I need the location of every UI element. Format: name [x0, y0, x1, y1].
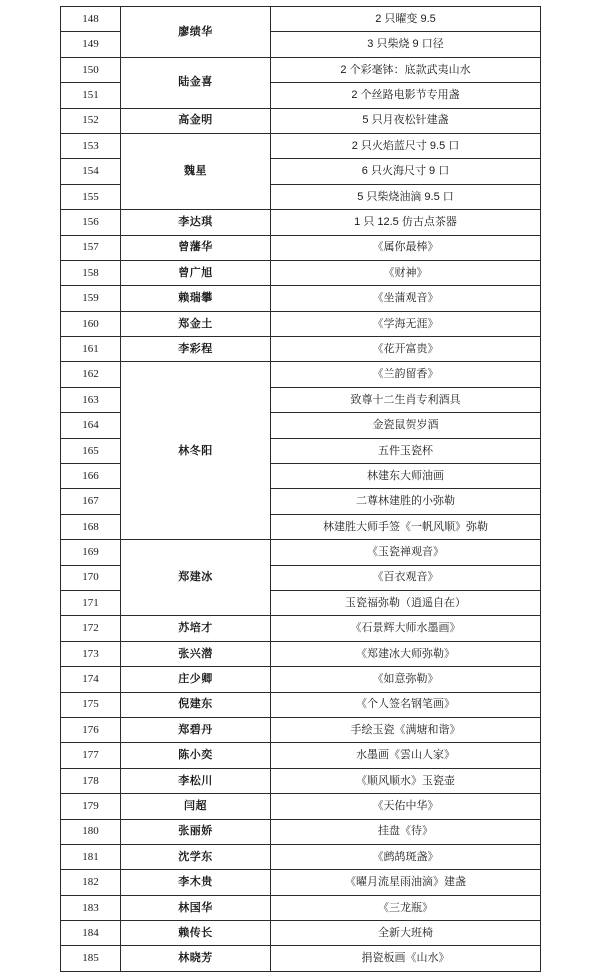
row-index-cell: 159	[61, 286, 121, 311]
table-row	[61, 743, 541, 768]
row-index-cell: 185	[61, 946, 121, 971]
donor-name-cell: 郑金土	[121, 311, 271, 336]
table-row	[61, 768, 541, 793]
table-row	[61, 870, 541, 895]
donation-item-cell: 《三龙瓶》	[271, 895, 541, 920]
donor-name-cell: 张兴潜	[121, 641, 271, 666]
row-index-cell: 164	[61, 413, 121, 438]
donation-item-cell: 五件玉瓷杯	[271, 438, 541, 463]
row-index-cell: 151	[61, 83, 121, 108]
table-row	[61, 819, 541, 844]
row-index-cell: 168	[61, 514, 121, 539]
donation-item-cell: 《兰韵留香》	[271, 362, 541, 387]
donor-name-cell: 李达琪	[121, 210, 271, 235]
donor-name-cell: 廖绩华	[121, 7, 271, 58]
donor-name-cell: 倪建东	[121, 692, 271, 717]
row-index-cell: 182	[61, 870, 121, 895]
donor-name-cell: 郑碧丹	[121, 717, 271, 742]
donation-table	[60, 6, 541, 972]
donor-name-cell: 林冬阳	[121, 362, 271, 540]
donor-name-cell: 郑建冰	[121, 540, 271, 616]
donation-item-cell: 《如意弥勒》	[271, 667, 541, 692]
table-row	[61, 337, 541, 362]
table-row	[61, 921, 541, 946]
donation-item-cell: 《坐蒲观音》	[271, 286, 541, 311]
row-index-cell: 183	[61, 895, 121, 920]
donor-name-cell: 苏培才	[121, 616, 271, 641]
row-index-cell: 169	[61, 540, 121, 565]
donor-name-cell: 赖瑞攀	[121, 286, 271, 311]
donation-item-cell: 2 个彩毫钵：底款武夷山水	[271, 57, 541, 82]
donation-item-cell: 《百衣观音》	[271, 565, 541, 590]
donation-item-cell: 5 只柴烧油滴 9.5 口	[271, 184, 541, 209]
donation-item-cell: 2 个丝路电影节专用盏	[271, 83, 541, 108]
donor-name-cell: 沈学东	[121, 844, 271, 869]
donation-item-cell: 《财神》	[271, 260, 541, 285]
donation-item-cell: 《个人签名钢笔画》	[271, 692, 541, 717]
donation-item-cell: 致尊十二生肖专利酒具	[271, 387, 541, 412]
donor-name-cell: 陈小奕	[121, 743, 271, 768]
table-row	[61, 7, 541, 32]
donation-item-cell: 水墨画《雲山人家》	[271, 743, 541, 768]
table-row	[61, 844, 541, 869]
donation-item-cell: 挂盘《待》	[271, 819, 541, 844]
donor-name-cell: 李松川	[121, 768, 271, 793]
table-row	[61, 946, 541, 971]
donor-name-cell: 魏星	[121, 133, 271, 209]
row-index-cell: 152	[61, 108, 121, 133]
table-row	[61, 895, 541, 920]
donor-name-cell: 陆金喜	[121, 57, 271, 108]
row-index-cell: 155	[61, 184, 121, 209]
donation-item-cell: 《天佑中华》	[271, 794, 541, 819]
row-index-cell: 160	[61, 311, 121, 336]
donation-item-cell: 《鹧鸪斑盏》	[271, 844, 541, 869]
row-index-cell: 172	[61, 616, 121, 641]
row-index-cell: 153	[61, 133, 121, 158]
table-row	[61, 286, 541, 311]
table-row	[61, 260, 541, 285]
donation-item-cell: 5 只月夜松针建盏	[271, 108, 541, 133]
table-body	[61, 7, 541, 972]
row-index-cell: 150	[61, 57, 121, 82]
donor-name-cell: 曾藩华	[121, 235, 271, 260]
donation-item-cell: 《石景辉大师水墨画》	[271, 616, 541, 641]
row-index-cell: 177	[61, 743, 121, 768]
donation-item-cell: 林建东大师油画	[271, 464, 541, 489]
table-row	[61, 210, 541, 235]
donor-name-cell: 闫超	[121, 794, 271, 819]
table-row	[61, 57, 541, 82]
donor-name-cell: 张丽娇	[121, 819, 271, 844]
row-index-cell: 174	[61, 667, 121, 692]
donation-item-cell: 《玉瓷禅观音》	[271, 540, 541, 565]
row-index-cell: 173	[61, 641, 121, 666]
table-row	[61, 794, 541, 819]
donor-name-cell: 林国华	[121, 895, 271, 920]
row-index-cell: 161	[61, 337, 121, 362]
row-index-cell: 162	[61, 362, 121, 387]
row-index-cell: 175	[61, 692, 121, 717]
donation-item-cell: 2 只火焰蓝尺寸 9.5 口	[271, 133, 541, 158]
row-index-cell: 156	[61, 210, 121, 235]
table-row	[61, 717, 541, 742]
donor-name-cell: 赖传长	[121, 921, 271, 946]
table-row	[61, 108, 541, 133]
donation-item-cell: 《曜月流星雨油滴》建盏	[271, 870, 541, 895]
donation-item-cell: 《属你最棒》	[271, 235, 541, 260]
table-row	[61, 133, 541, 158]
donation-item-cell: 金瓷鼠贺岁酒	[271, 413, 541, 438]
donation-item-cell: 林建胜大师手签《一帆风顺》弥勒	[271, 514, 541, 539]
row-index-cell: 180	[61, 819, 121, 844]
donor-name-cell: 庄少卿	[121, 667, 271, 692]
donation-item-cell: 二尊林建胜的小弥勒	[271, 489, 541, 514]
row-index-cell: 176	[61, 717, 121, 742]
donation-item-cell: 1 只 12.5 仿古点茶器	[271, 210, 541, 235]
donation-item-cell: 全新大班椅	[271, 921, 541, 946]
row-index-cell: 148	[61, 7, 121, 32]
row-index-cell: 178	[61, 768, 121, 793]
row-index-cell: 167	[61, 489, 121, 514]
row-index-cell: 179	[61, 794, 121, 819]
donor-name-cell: 曾广旭	[121, 260, 271, 285]
donor-name-cell: 李木贵	[121, 870, 271, 895]
table-row	[61, 692, 541, 717]
row-index-cell: 149	[61, 32, 121, 57]
row-index-cell: 154	[61, 159, 121, 184]
donor-name-cell: 李彩程	[121, 337, 271, 362]
table-row	[61, 311, 541, 336]
table-row	[61, 641, 541, 666]
table-row	[61, 362, 541, 387]
donation-item-cell: 《顺风顺水》玉瓷壶	[271, 768, 541, 793]
donation-item-cell: 捐瓷板画《山水》	[271, 946, 541, 971]
table-row	[61, 540, 541, 565]
row-index-cell: 158	[61, 260, 121, 285]
row-index-cell: 157	[61, 235, 121, 260]
donation-item-cell: 手绘玉瓷《满塘和谐》	[271, 717, 541, 742]
donation-item-cell: 玉瓷福弥勒（逍遥自在）	[271, 590, 541, 615]
donation-item-cell: 《学海无涯》	[271, 311, 541, 336]
row-index-cell: 165	[61, 438, 121, 463]
row-index-cell: 166	[61, 464, 121, 489]
donor-name-cell: 林晓芳	[121, 946, 271, 971]
row-index-cell: 184	[61, 921, 121, 946]
donation-item-cell: 《花开富贵》	[271, 337, 541, 362]
table-row	[61, 235, 541, 260]
row-index-cell: 170	[61, 565, 121, 590]
donation-item-cell: 《郑建冰大师弥勒》	[271, 641, 541, 666]
row-index-cell: 171	[61, 590, 121, 615]
donor-name-cell: 高金明	[121, 108, 271, 133]
donation-item-cell: 2 只曜变 9.5	[271, 7, 541, 32]
donation-item-cell: 6 只火海尺寸 9 口	[271, 159, 541, 184]
row-index-cell: 163	[61, 387, 121, 412]
table-row	[61, 667, 541, 692]
table-row	[61, 616, 541, 641]
row-index-cell: 181	[61, 844, 121, 869]
donation-item-cell: 3 只柴烧 9 口径	[271, 32, 541, 57]
